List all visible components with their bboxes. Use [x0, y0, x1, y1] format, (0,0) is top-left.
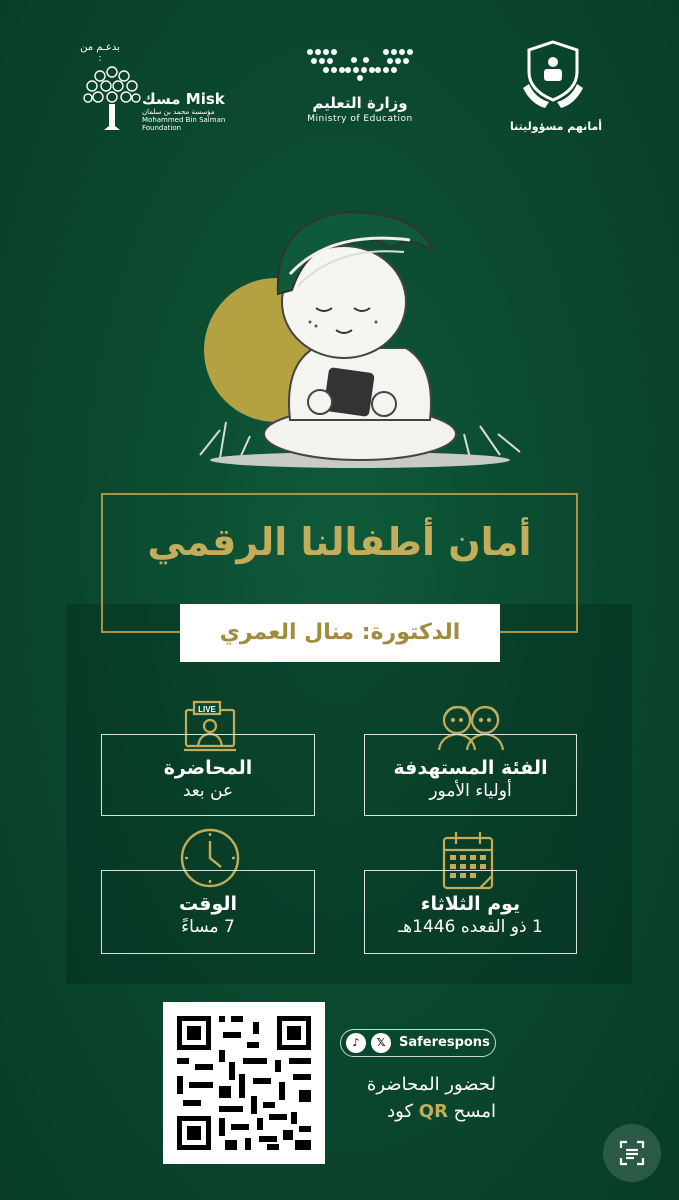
misk-name-ar: مسك [142, 90, 181, 108]
misk-logo [80, 42, 240, 137]
date-value: 1 ذو القعده 1446هـ [398, 917, 543, 937]
date-card [364, 870, 577, 954]
tree-icon [80, 60, 144, 132]
lecture-title: المحاضرة [163, 757, 253, 779]
support-label: بدعـم من : [80, 42, 120, 64]
aman-caption: أمانهم مسؤوليتنا [510, 120, 603, 133]
lecture-value: عن بعد [182, 781, 234, 801]
lecture-card [101, 734, 315, 816]
misk-line2: Mohammed Bin Salman [142, 116, 226, 124]
x-icon[interactable]: 𝕏 [371, 1033, 391, 1053]
scan-line2 [300, 1101, 496, 1122]
tiktok-icon[interactable]: ♪ [346, 1033, 366, 1053]
scan-line1: لحضور المحاضرة [366, 1074, 496, 1095]
scan-button[interactable] [603, 1124, 661, 1182]
scan-frame-icon [603, 1124, 661, 1182]
shield-hands-icon [521, 40, 585, 114]
doctor-name: الدكتورة: منال العمري [180, 604, 500, 662]
moe-name-ar: وزارة التعليم [312, 94, 408, 112]
scan-prefix: امسح [453, 1101, 496, 1122]
scan-suffix: كود [387, 1101, 414, 1122]
scan-qr: QR [418, 1101, 448, 1122]
audience-value: أولياء الأمور [429, 781, 512, 801]
audience-title: الفئة المستهدفة [393, 757, 548, 779]
misk-line1: مؤسسة محمد بن سلمان [142, 108, 215, 116]
child-with-tablet-illustration [180, 190, 540, 480]
misk-line3: Foundation [142, 124, 182, 132]
moe-dots-icon [304, 46, 416, 82]
date-title: يوم الثلاثاء [420, 893, 521, 915]
moe-name-en: Ministry of Education [307, 114, 413, 124]
moe-logo [290, 46, 430, 136]
misk-name-en: Misk [185, 90, 225, 108]
time-card [101, 870, 315, 954]
page-title: أمان أطفالنا الرقمي [147, 520, 532, 564]
live-badge: LIVE [198, 705, 216, 714]
social-handle-pill[interactable] [340, 1029, 496, 1057]
time-title: الوقت [178, 893, 238, 915]
time-value: 7 مساءً [181, 917, 235, 937]
aman-logo [510, 40, 603, 150]
audience-card [364, 734, 577, 816]
social-handle: Saferespons [399, 1035, 490, 1050]
